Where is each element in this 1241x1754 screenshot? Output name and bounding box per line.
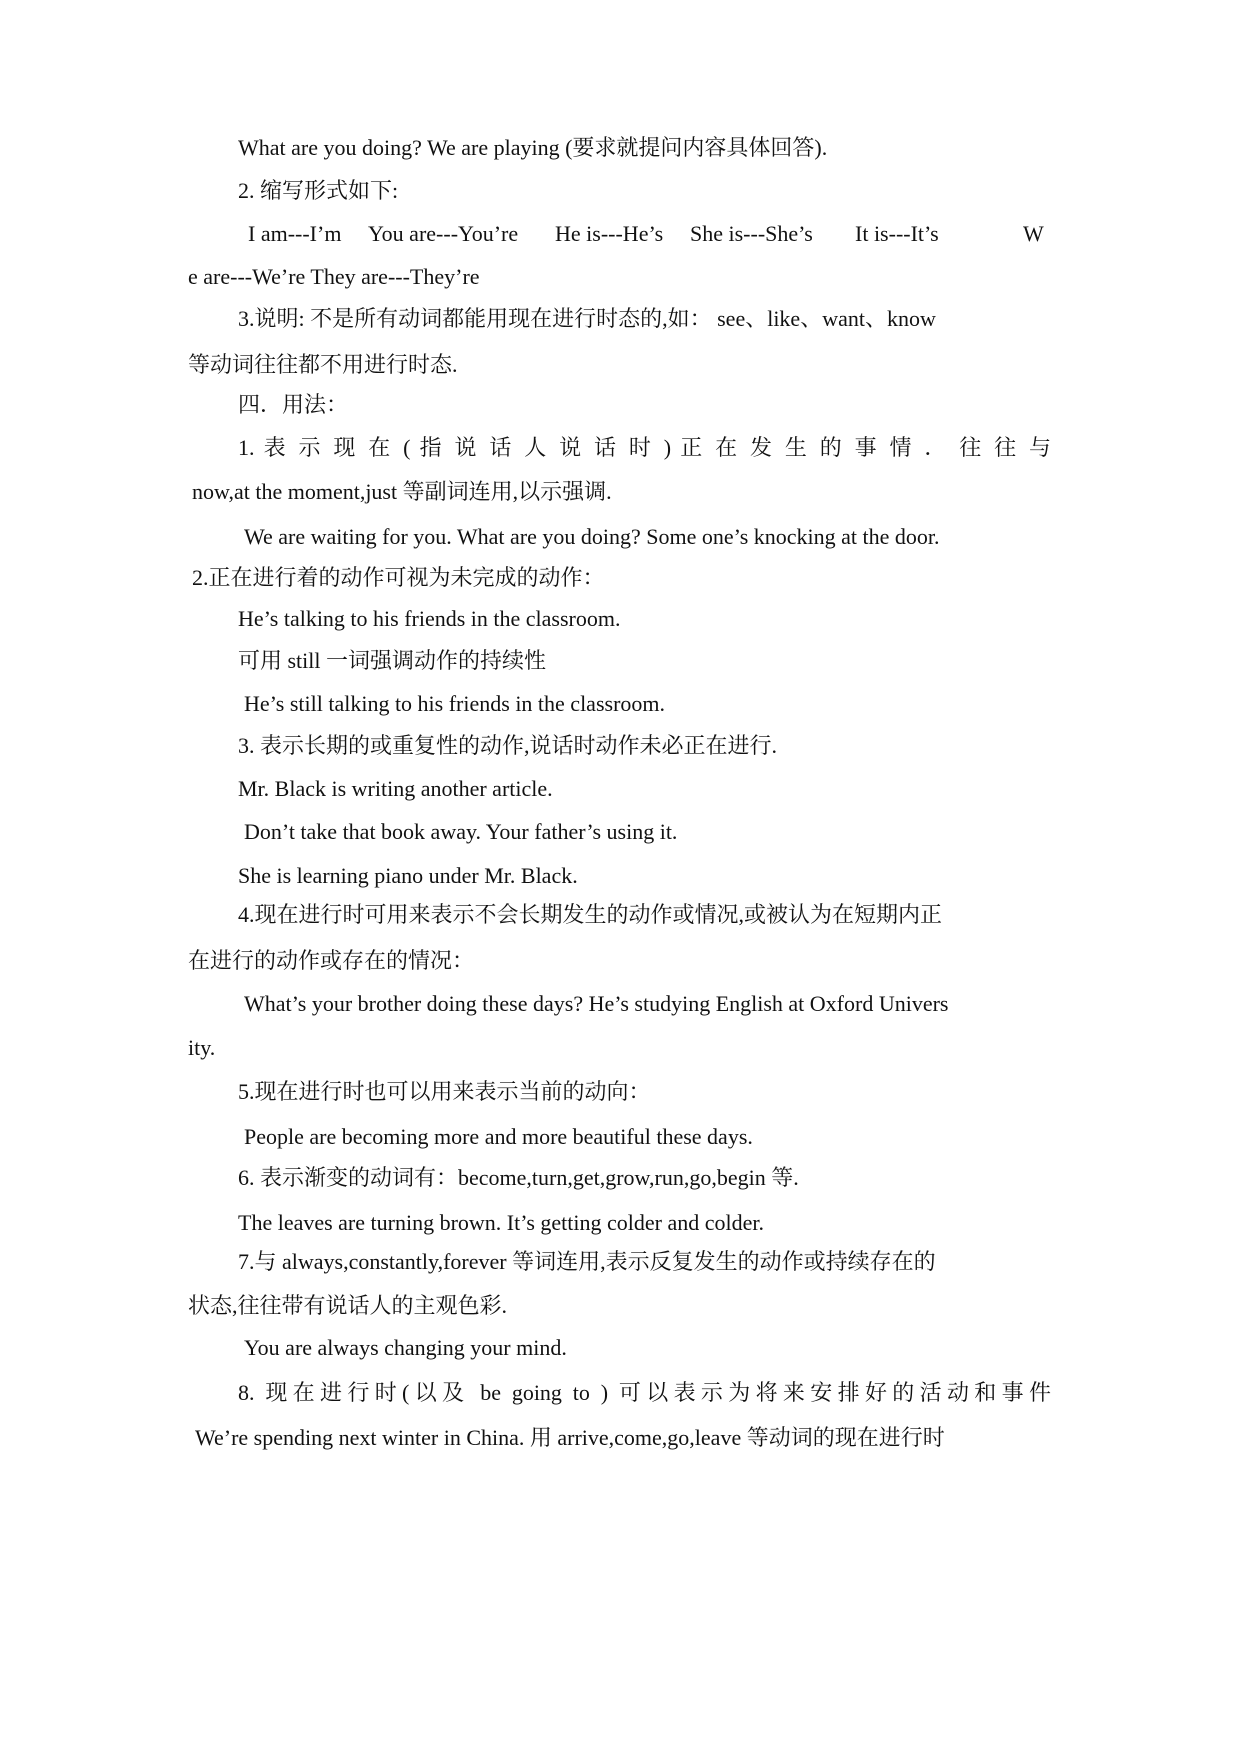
text-line: 5.现在进行时也可以用来表示当前的动向： [238,1079,651,1104]
abbreviation-item: You are---You’re [368,221,519,246]
example-sentence: The leaves are turning brown. It’s getting colder and colder. [238,1210,764,1235]
abbreviation-item: W [1023,221,1044,246]
text-line: We’re spending next winter in China. 用 arrive,come,go,leave 等动词的现在进行时 [195,1425,945,1450]
example-sentence: Don’t take that book away. Your father’s using it. [244,819,678,844]
example-sentence: Mr. Black is writing another article. [238,776,553,801]
example-sentence: You are always changing your mind. [244,1335,567,1360]
abbreviation-item: I am---I’m [248,221,342,246]
abbreviation-item: She is---She’s [690,221,813,246]
section-heading: 四．用法： [238,392,349,417]
text-line: 8. 现在进行时(以及 be going to ) 可以表示为将来安排好的活动和事件 [238,1380,1051,1405]
text-line: What are you doing? We are playing (要求就提问内容具体回答). [238,135,828,160]
abbreviation-item: It is---It’s [855,221,939,246]
text-line: 2. 缩写形式如下: [238,178,399,203]
abbreviation-row [0,219,1241,249]
text-line: 可用 still 一词强调动作的持续性 [238,648,547,673]
example-sentence: ity. [188,1035,216,1060]
example-sentence: He’s talking to his friends in the classroom. [238,606,621,631]
example-sentence: We are waiting for you. What are you doing? Some one’s knocking at the door. [244,524,940,549]
example-sentence: He’s still talking to his friends in the classroom. [244,691,666,716]
text-line: now,at the moment,just 等副词连用,以示强调. [192,479,612,504]
text-line: 在进行的动作或存在的情况： [188,948,475,973]
text-line: e are---We’re They are---They’re [188,264,480,289]
text-line: 2.正在进行着的动作可视为未完成的动作： [192,565,605,590]
text-line: 状态,往往带有说话人的主观色彩. [188,1293,508,1318]
example-sentence: People are becoming more and more beautiful these days. [244,1124,753,1149]
text-line: 4.现在进行时可用来表示不会长期发生的动作或情况,或被认为在短期内正 [238,902,943,927]
text-line: 7.与 always,constantly,forever 等词连用,表示反复发生的动作或持续存在的 [238,1249,936,1274]
text-line: 3.说明: 不是所有动词都能用现在进行时态的,如： see、like、want、know [238,306,936,331]
text-line: 等动词往往都不用进行时态. [188,352,458,377]
text-line: 3. 表示长期的或重复性的动作,说话时动作未必正在进行. [238,733,778,758]
example-sentence: She is learning piano under Mr. Black. [238,863,578,888]
abbreviation-item: He is---He’s [555,221,664,246]
text-line: 6. 表示渐变的动词有：become,turn,get,grow,run,go,begin 等. [238,1165,799,1190]
example-sentence: What’s your brother doing these days? He’s studying English at Oxford Univers [244,991,949,1016]
text-line: 1. 表 示 现 在 ( 指 说 话 人 说 话 时 ) 正 在 发 生 的 事 情 ． 往 往 与 [238,435,1051,460]
